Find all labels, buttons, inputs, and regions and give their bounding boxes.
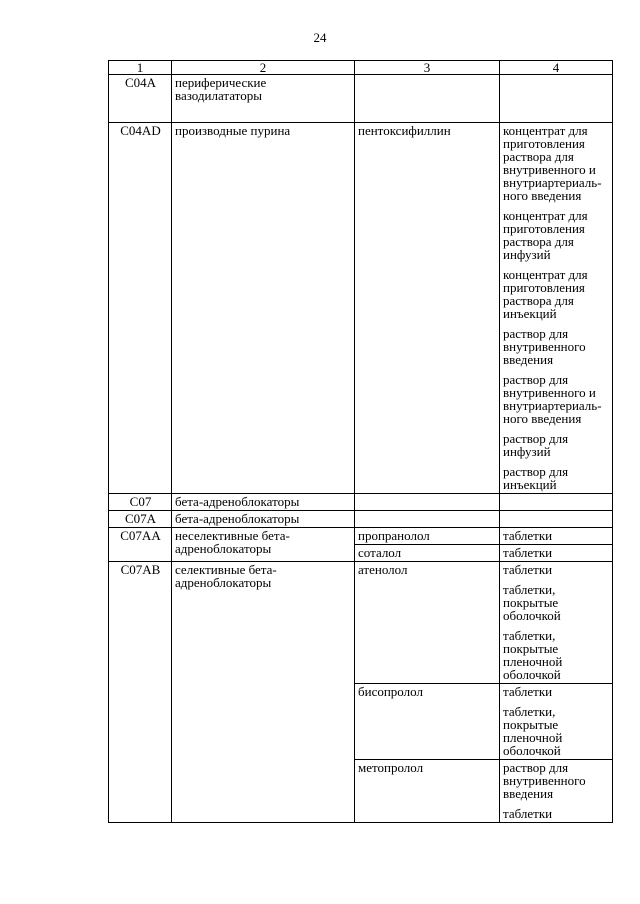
drug-name: атенолол [355,562,500,684]
dosage-form: концентрат для приготовления раствора для инъекций [503,267,588,321]
dosage-form: таблетки [503,684,553,699]
group-name: производные пурина [172,123,355,494]
header-cell-1: 1 [109,61,172,75]
dosage-form: таблетки [503,806,553,821]
header-cell-4: 4 [500,61,613,75]
dosage-form: таблетки, покрытые пленочной оболочкой [503,704,563,758]
dosage-form [500,494,613,511]
atc-code: C07A [109,511,172,528]
atc-code: C07 [109,494,172,511]
drug-name: пентоксифиллин [355,123,500,494]
atc-code: C07AA [109,528,172,562]
page-number: 24 [313,30,327,45]
header-cell-3: 3 [355,61,500,75]
group-name: периферические вазодилататоры [172,75,355,123]
dosage-form: таблетки [500,528,613,545]
atc-code: C07AB [109,562,172,823]
drug-name: бисопролол [355,684,500,760]
drug-table [108,60,613,823]
dosage-form: раствор для внутривенного и внутриартериаль-ного введения [503,372,602,426]
table-row [109,123,613,494]
table-row [109,75,613,123]
dosage-forms [500,562,613,684]
dosage-form: раствор для инфузий [503,431,569,459]
group-name: бета-адреноблокаторы [172,511,355,528]
dosage-form: таблетки, покрытые пленочной оболочкой [503,628,563,682]
atc-code: C04A [109,75,172,123]
drug-name: соталол [355,545,500,562]
dosage-form [500,511,613,528]
drug-name [355,494,500,511]
group-name: бета-адреноблокаторы [172,494,355,511]
dosage-forms [500,684,613,760]
table-row [109,511,613,528]
header-cell-2: 2 [172,61,355,75]
dosage-form: таблетки [503,562,553,577]
dosage-form: таблетки [500,545,613,562]
dosage-form: концентрат для приготовления раствора для внутривенного и внутриартериаль-ного введения [503,123,602,203]
dosage-form: раствор для инъекций [503,464,569,492]
dosage-form: концентрат для приготовления раствора для инфузий [503,208,588,262]
dosage-form: раствор для внутривенного введения [503,326,586,367]
table-row [109,562,613,684]
dosage-form: таблетки, покрытые оболочкой [503,582,561,623]
table-row [109,528,613,545]
group-name: селективные бета-адреноблокаторы [172,562,355,823]
header-row [109,61,613,75]
dosage-forms [500,760,613,823]
drug-name: пропранолол [355,528,500,545]
dosage-form [500,75,613,123]
drug-name [355,75,500,123]
table-row [109,494,613,511]
atc-code: C04AD [109,123,172,494]
dosage-form: раствор для внутривенного введения [503,760,586,801]
drug-name [355,511,500,528]
drug-name: метопролол [355,760,500,823]
dosage-forms [500,123,613,494]
group-name: неселективные бета-адреноблокаторы [172,528,355,562]
